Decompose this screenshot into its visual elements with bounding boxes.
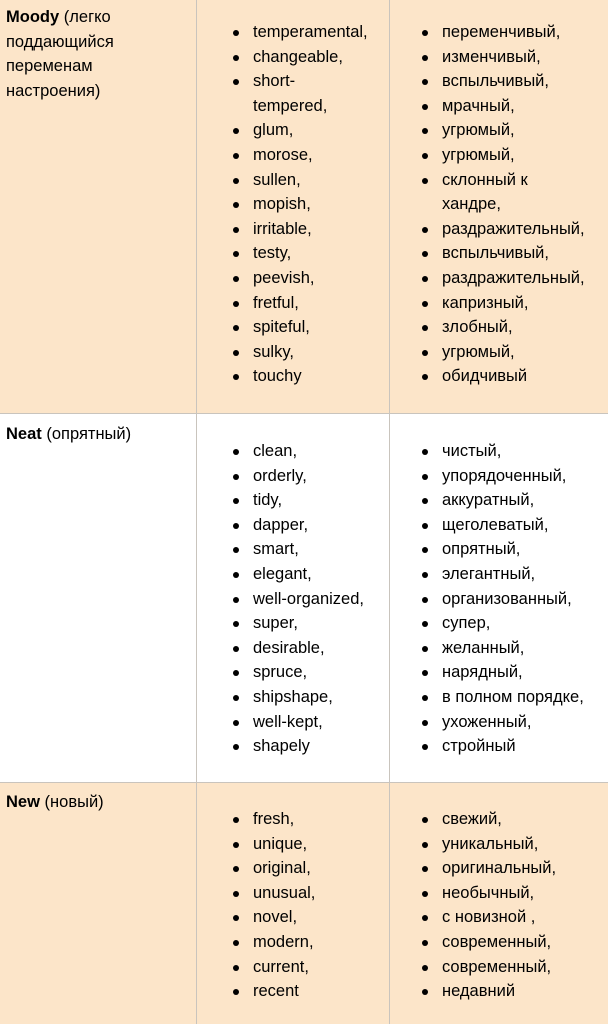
list-item: orderly, — [223, 464, 389, 489]
table-row — [0, 414, 608, 782]
list-item: ухоженный, — [412, 710, 608, 735]
list-item: modern, — [223, 930, 389, 955]
list-item: sulky, — [223, 340, 389, 365]
synonyms-list — [223, 807, 389, 1004]
list-item: оригинальный, — [412, 856, 608, 881]
list-item: стройный — [412, 734, 608, 759]
word-cell — [0, 414, 197, 782]
list-item: угрюмый, — [412, 340, 608, 365]
list-item: капризный, — [412, 291, 608, 316]
list-item: spiteful, — [223, 315, 389, 340]
list-item: современный, — [412, 930, 608, 955]
word-translation: (новый) — [44, 793, 104, 811]
list-item: угрюмый, — [412, 143, 608, 168]
list-item: novel, — [223, 905, 389, 930]
russian-list — [412, 807, 608, 1004]
list-item: обидчивый — [412, 364, 608, 389]
english-word: Neat — [6, 425, 42, 443]
list-item: elegant, — [223, 562, 389, 587]
list-item: well-kept, — [223, 710, 389, 735]
synonyms-list — [223, 20, 389, 389]
list-item: super, — [223, 611, 389, 636]
list-item: с новизной , — [412, 905, 608, 930]
list-item: shipshape, — [223, 685, 389, 710]
list-item: irritable, — [223, 217, 389, 242]
list-item: shapely — [223, 734, 389, 759]
synonyms-cell — [197, 414, 390, 782]
list-item: original, — [223, 856, 389, 881]
list-item: склонный к хандре, — [412, 168, 552, 217]
list-item: в полном порядке, — [412, 685, 608, 710]
list-item: sullen, — [223, 168, 389, 193]
list-item: current, — [223, 955, 389, 980]
list-item: изменчивый, — [412, 45, 608, 70]
list-item: элегантный, — [412, 562, 608, 587]
list-item: современный, — [412, 955, 608, 980]
word-cell — [0, 783, 197, 1024]
list-item: уникальный, — [412, 832, 608, 857]
list-item: щеголеватый, — [412, 513, 608, 538]
list-item: fretful, — [223, 291, 389, 316]
list-item: нарядный, — [412, 660, 608, 685]
list-item: желанный, — [412, 636, 608, 661]
synonyms-cell — [197, 783, 390, 1024]
list-item: well-organized, — [223, 587, 389, 612]
list-item: мрачный, — [412, 94, 608, 119]
list-item: опрятный, — [412, 537, 608, 562]
list-item: recent — [223, 979, 389, 1004]
russian-list — [412, 20, 608, 389]
english-word: Moody — [6, 8, 60, 26]
list-item: tidy, — [223, 488, 389, 513]
list-item: организованный, — [412, 587, 608, 612]
list-item: glum, — [223, 118, 389, 143]
list-item: clean, — [223, 439, 389, 464]
list-item: testy, — [223, 241, 389, 266]
list-item: недавний — [412, 979, 608, 1004]
list-item: unusual, — [223, 881, 389, 906]
synonyms-cell — [197, 0, 390, 413]
table-row — [0, 0, 608, 413]
list-item: fresh, — [223, 807, 389, 832]
list-item: переменчивый, — [412, 20, 608, 45]
word-cell — [0, 0, 197, 413]
russian-cell — [390, 0, 608, 413]
list-item: temperamental, — [223, 20, 389, 45]
word-translation: (опрятный) — [46, 425, 132, 443]
list-item: свежий, — [412, 807, 608, 832]
list-item: desirable, — [223, 636, 389, 661]
list-item: spruce, — [223, 660, 389, 685]
list-item: угрюмый, — [412, 118, 608, 143]
list-item: dapper, — [223, 513, 389, 538]
list-item: short-tempered, — [223, 69, 333, 118]
word-entry — [6, 5, 190, 103]
list-item: peevish, — [223, 266, 389, 291]
list-item: вспыльчивый, — [412, 241, 608, 266]
list-item: раздражительный, — [412, 217, 608, 242]
list-item: необычный, — [412, 881, 608, 906]
list-item: злобный, — [412, 315, 608, 340]
list-item: morose, — [223, 143, 389, 168]
word-entry — [6, 790, 190, 815]
list-item: changeable, — [223, 45, 389, 70]
list-item: раздражительный, — [412, 266, 608, 291]
synonyms-list — [223, 439, 389, 759]
table-row — [0, 783, 608, 1024]
list-item: вспыльчивый, — [412, 69, 608, 94]
russian-cell — [390, 783, 608, 1024]
word-entry — [6, 422, 190, 447]
word-translation: (легко поддающийся переменам настроения) — [6, 8, 114, 100]
english-word: New — [6, 793, 40, 811]
list-item: чистый, — [412, 439, 608, 464]
list-item: unique, — [223, 832, 389, 857]
list-item: smart, — [223, 537, 389, 562]
list-item: аккуратный, — [412, 488, 608, 513]
list-item: упорядоченный, — [412, 464, 608, 489]
list-item: mopish, — [223, 192, 389, 217]
russian-cell — [390, 414, 608, 782]
russian-list — [412, 439, 608, 759]
list-item: супер, — [412, 611, 608, 636]
list-item: touchy — [223, 364, 389, 389]
